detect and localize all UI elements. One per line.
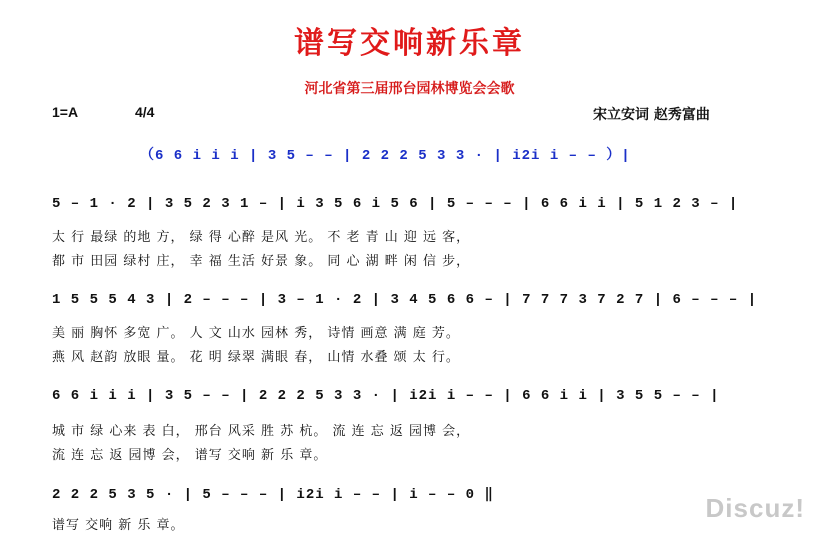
line2-lyric-verse2: 燕 风 赵韵 放眼 量。 花 明 绿翠 满眼 春， 山情 水叠 颂 太 行。: [52, 350, 460, 365]
credits: 宋立安词 赵秀富曲: [593, 107, 710, 123]
line1-notes: 5 – 1 · 2 | 3 5 2 3 1 – | i 3 5 6 i 5 6 | 5 – – – | 6 6 i i | 5 1 2 3 – |: [52, 196, 739, 212]
prelude-notes: （6 6 i i i | 3 5 – – | 2 2 2 5 3 3 · | i2i i – – ）|: [140, 148, 631, 164]
line1-lyric-verse2: 都 市 田园 绿村 庄， 幸 福 生活 好景 象。 同 心 湖 畔 闲 信 步，: [52, 254, 471, 269]
line3-lyric-verse1: 城 市 绿 心来 表 白， 邢台 风采 胜 苏 杭。 流 连 忘 返 园博 会，: [52, 424, 471, 439]
line4-notes: 2 2 2 5 3 5 · | 5 – – – | i2i i – – | i – – 0 ‖: [52, 487, 494, 503]
line3-lyric-verse2: 流 连 忘 返 园博 会， 谱写 交响 新 乐 章。: [52, 448, 328, 463]
song-title: 谱写交响新乐章: [294, 26, 525, 61]
time-signature: 4/4: [135, 104, 155, 120]
line4-lyric-verse1: 谱写 交响 新 乐 章。: [52, 518, 185, 533]
watermark-logo: Discuz!: [705, 493, 805, 523]
line3-notes: 6 6 i i i | 3 5 – – | 2 2 2 5 3 3 · | i2i i – – | 6 6 i i | 3 5 5 – – |: [52, 388, 720, 404]
line2-lyric-verse1: 美 丽 胸怀 多宽 广。 人 文 山水 园林 秀， 诗情 画意 满 庭 芳。: [52, 326, 460, 341]
song-subtitle: 河北省第三届邢台园林博览会会歌: [304, 81, 515, 97]
line2-notes: 1 5 5 5 4 3 | 2 – – – | 3 – 1 · 2 | 3 4 5 6 6 – | 7 7 7 3 7 2 7 | 6 – – – |: [52, 292, 758, 308]
key-signature: 1=A: [52, 104, 79, 120]
line1-lyric-verse1: 太 行 最绿 的地 方， 绿 得 心醉 是风 光。 不 老 青 山 迎 远 客，: [52, 230, 471, 245]
